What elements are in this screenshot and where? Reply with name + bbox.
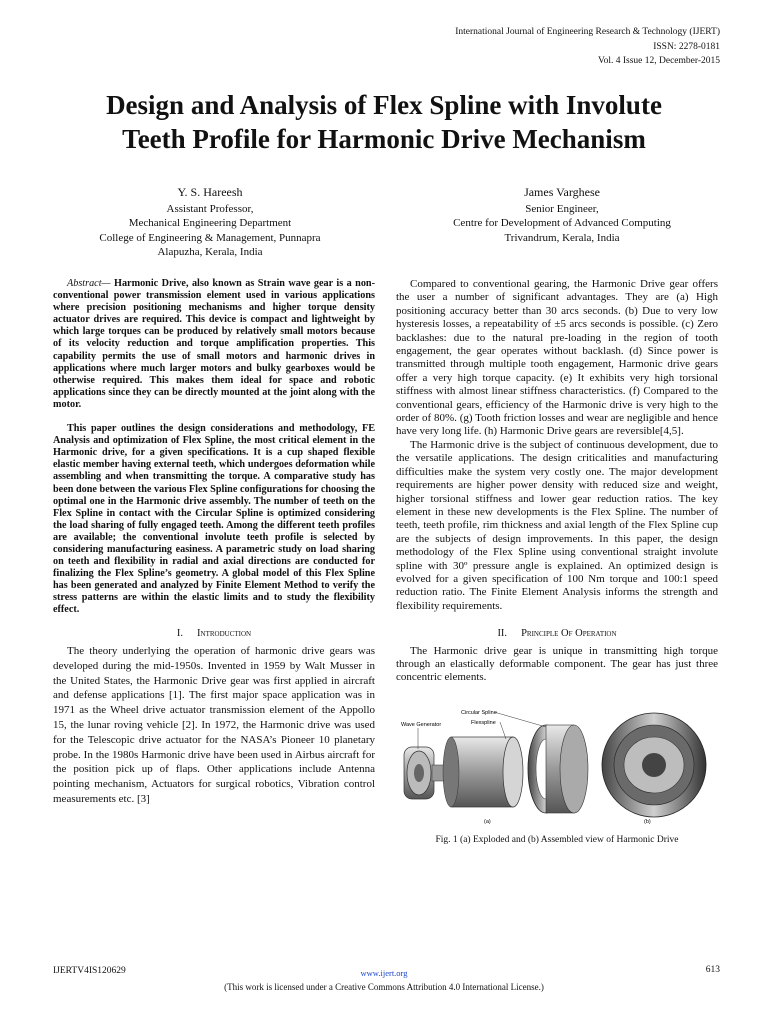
section-heading-introduction: I. Introduction <box>176 627 252 639</box>
label-flexspline: Flexspline <box>471 719 496 726</box>
figure-harmonic-drive <box>396 707 718 846</box>
abstract: Abstract— Harmonic Drive, also known as Strain wave gear is a non-conventional power transmission element used in various applications where precision positioning mechanisms and higher torque density actuator drives are required. This device is compact and lightweight by which large torques can be produced by relatively small motors because of its velocity reduction and torque amplification properties. This capability permits the use of small motors and harmonic drives in applications where much larger motors and bulky gearboxes would be otherwise required. This makes them ideal for space and robotic applications since they can be directly mounted at the joint along with the motor. This paper outlines the design considerations and methodology, FE Analysis and optimization of Flex Spline, the most critical element in the Harmonic drive, for a given specifications. It is a cup shaped flexible elastic member having external teeth, which undergoes deformation while assembling and when transmitting the torque. A comparative study has been done between the various Flex Spline configurations for choosing the optimal one in the Harmonic drive assembly. The number of teeth on the Flex Spline in contact with the Circular Spline is optimized considering the load sharing of fully engaged teeth. Among the different teeth profiles are available; the conventional involute teeth profile is selected by considering manufacturing easiness. A parametric study on load sharing on teeth and flexibility in radial and axial directions are conducted for finalizing the Flex Spline’s geometry. A global model of this Flex Spline has been generated and analyzed by Finite Element Method to verify the stress patterns are within the elastic limits and to study the flexibility effect. <box>53 278 375 616</box>
label-a: (a) <box>484 818 491 825</box>
paper-id: IJERTV4IS120629 <box>53 966 126 976</box>
left-column <box>53 278 375 807</box>
abstract-paragraph-2: This paper outlines the design considerations and methodology, FE Analysis and optimization of Flex Spline, the most critical element in the Harmonic drive, for a given specifications. It is a cup shaped flexible elastic member having external teeth, which undergoes deformation while assembling and when transmitting the torque. A comparative study has been done between the various Flex Spline configurations for choosing the optimal one in the Harmonic drive assembly. The number of teeth on the Flex Spline in contact with the Circular Spline is optimized considering the load sharing of fully engaged teeth. Among the different teeth profiles are available; the conventional involute teeth profile is selected by considering manufacturing easiness. A parametric study on load sharing on teeth and flexibility in radial and axial directions are conducted for finalizing the Flex Spline’s geometry. A global model of this Flex Spline has been generated and analyzed by Finite Element Method to verify the stress patterns are within the elastic limits and to study the flexibility effect. <box>53 423 375 616</box>
right-column <box>396 278 718 846</box>
advantages-paragraph: Compared to conventional gearing, the Harmonic Drive gear offers the user a number of significant advantages. They are (a) High positioning accuracy better than 30 arcs seconds. (b) Due to very low hysteresis losses, a repeatability of ±5 arcs seconds is possible. (c) Zero backlashes: due to the natural pre-loading in the region of tooth engagement, the gear operates without backlash. (d) Since power is transmitted through multiple tooth engagement, Harmonic drive gears offer a very high torque capacity. (e) It exhibits very high torsional stiffness with almost linear stiffness characteristics. (f) Compared to the conventional gears, efficiency of the Harmonic drive is very high to the order of 80%. (g) Tooth friction losses and wear are negligible and hence have very long life. (h) Harmonic Drive gears are reversible[4,5]. <box>396 278 718 438</box>
author-1: Y. S. Hareesh Assistant Professor, Mechanical Engineering Department College of Engineering & Management, Punnapra Alapuzha, Kerala, India <box>45 185 375 260</box>
introduction-text: The theory underlying the operation of harmonic drive gears was developed during the mid-1950s. Invented in 1959 by Walt Musser in the United States, the Harmonic Drive gear was first applied in aircraft and defense applications [1]. The first major space application was in 1971 as the Wheel drive actuator transmission element of the Appollo 15, the lunar roving vehicle [2]. In 1972, the Harmonic drive was used for the Telescopic drive actuator for the NASA’s Pioneer 10 planetary probe. In the 1980s Harmonic drive have been used in Airbus aircraft for the position pick up of flaps. Other applications include Antenna pointing mechanism, Actuators for surgical robotics, Vibration control measurements etc. [3] <box>53 644 375 805</box>
paper-title: Design and Analysis of Flex Spline with Involute Teeth Profile for Harmonic Drive Mechanism <box>106 90 662 154</box>
journal-name: International Journal of Engineering Research & Technology (IJERT) <box>455 27 720 37</box>
author-2: James Varghese Senior Engineer, Centre for Development of Advanced Computing Trivandrum, Kerala, India <box>397 185 727 245</box>
label-wave-generator: Wave Generator <box>401 721 442 728</box>
page-number: 613 <box>705 965 720 975</box>
section-heading-principle: II. Principle Of Operation <box>497 628 617 640</box>
author-name: James Varghese <box>524 185 600 199</box>
issn: ISSN: 2278-0181 <box>653 41 720 52</box>
volume-issue: Vol. 4 Issue 12, December-2015 <box>597 56 720 66</box>
journal-header <box>455 25 720 69</box>
development-paragraph: The Harmonic drive is the subject of continuous development, due to the versatile applications. The design criticalities and manufacturing difficulties make the system very costly one. The major development requirements are higher power density with reduced size and weight, higher torsional stiffness and lower gear reduction ratios. The key element in these new developments is the Flex Spline. The number of teeth, teeth profile, rim thickness and axial length of the Flex Spline cup are the subjects of design improvements. In this paper, the design methodology of the Flex Spline using conventional straight involute spline with 30º pressure angle is explained. An optimized design is evolved for a given specification of 100 Nm torque and 100:1 speed reduction ratio. The Finite Element Analysis informs the strength and flexibility requirements. <box>396 438 718 612</box>
harmonic-drive-image <box>396 707 718 827</box>
circular-spline-part <box>528 725 588 813</box>
label-circular-spline: Circular Spline <box>461 709 497 716</box>
principle-paragraph: The Harmonic drive gear is unique in transmitting high torque through an elastically deformable component. The gear has just three concentric elements. <box>396 644 718 684</box>
flexspline-part <box>443 737 523 807</box>
license-note: (This work is licensed under a Creative Commons Attribution 4.0 International License.) <box>224 982 544 992</box>
figure-caption: Fig. 1 (a) Exploded and (b) Assembled view of Harmonic Drive <box>435 835 679 846</box>
abstract-label: Abstract— <box>67 278 111 289</box>
journal-link[interactable]: www.ijert.org <box>360 968 408 978</box>
author-name: Y. S. Hareesh <box>177 185 243 199</box>
assembled-drive-part <box>602 713 706 817</box>
label-b: (b) <box>644 818 651 825</box>
